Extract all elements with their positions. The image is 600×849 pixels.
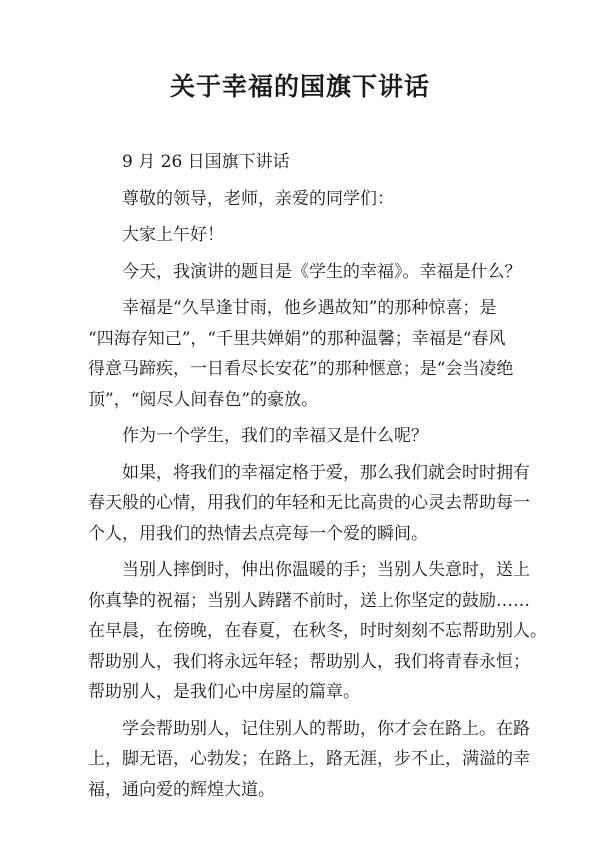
paragraph-line: 在早晨，在傍晚，在春夏，在秋冬，时时刻刻不忘帮助别人。 [88, 621, 547, 641]
paragraph-line: 帮助别人，是我们心中房屋的篇章。 [88, 682, 360, 702]
paragraph-line: 你真挚的祝福；当别人踌躇不前时，送上你坚定的鼓励…… [88, 590, 530, 611]
greeting-line: 大家上午好！ [122, 225, 224, 245]
paragraph-line: 帮助别人，我们将永远年轻；帮助别人，我们将青春永恒； [88, 651, 530, 672]
paragraph-line: 当别人摔倒时，伸出你温暖的手；当别人失意时，送上 [122, 560, 530, 580]
paragraph-line: 今天，我演讲的题目是《学生的幸福》。幸福是什么？ [122, 261, 522, 282]
paragraph-line: 如果，将我们的幸福定格于爱，那么我们就会时时拥有 [122, 462, 530, 483]
paragraph-line: 个人，用我们的热情去点亮每一个爱的瞬间。 [88, 523, 428, 544]
paragraph-line: 春天般的心情，用我们的年轻和无比高贵的心灵去帮助每一 [88, 493, 530, 513]
paragraph-line: 作为一个学生，我们的幸福又是什么呢？ [122, 426, 428, 446]
document-body [88, 147, 547, 805]
greeting-line: 尊敬的领导，老师，亲爱的同学们： [122, 188, 394, 209]
paragraph-line: 上，脚无语，心勃发；在路上，路无涯，步不止，满溢的幸 [88, 749, 530, 769]
date-line: 9 月 26 日国旗下讲话 [122, 152, 290, 172]
paragraph-line: 福，通向爱的辉煌大道。 [88, 779, 275, 800]
paragraph-line: 学会帮助别人，记住别人的帮助，你才会在路上。在路 [122, 718, 530, 739]
paragraph-line: “四海存知己”，“千里共婵娟”的那种温馨；幸福是“春风 [88, 328, 506, 349]
document-title: 关于幸福的国旗下讲话 [169, 72, 430, 101]
paragraph-line: 幸福是“久旱逢甘雨，他乡遇故知”的那种惊喜；是 [122, 298, 497, 318]
paragraph-line: 顶”，“阅尽人间春色”的豪放。 [88, 389, 319, 410]
paragraph-line: 得意马蹄疾，一日看尽长安花”的那种惬意；是“会当凌绝 [88, 359, 514, 379]
